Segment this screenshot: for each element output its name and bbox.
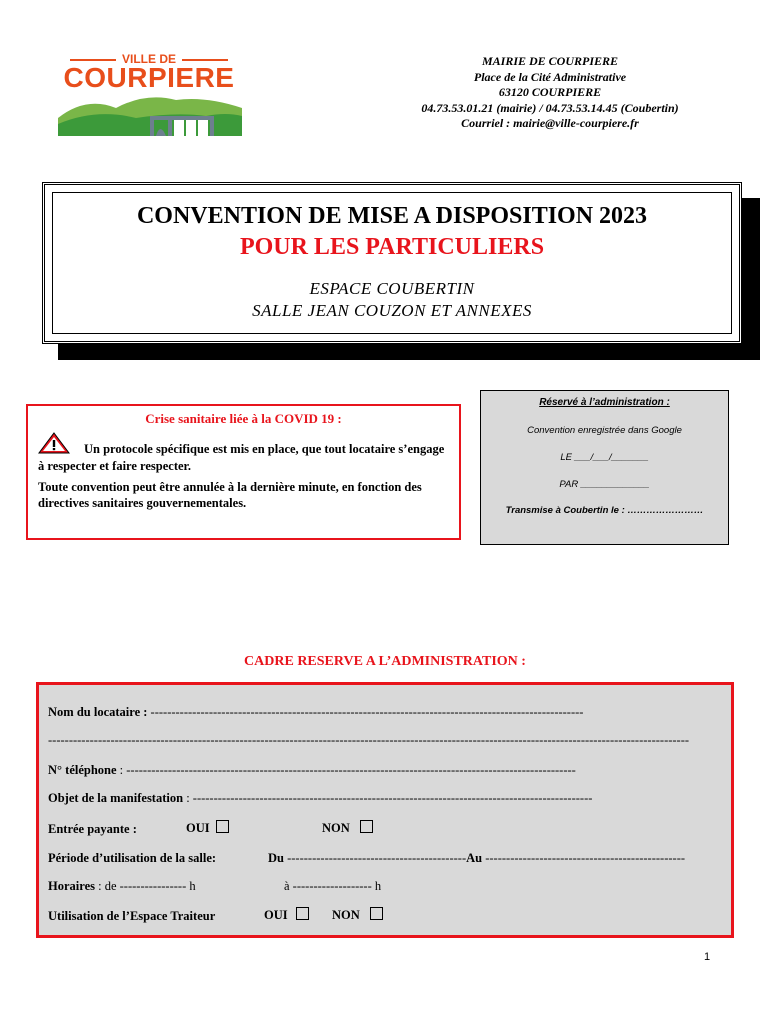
event-label: Objet de la manifestation — [48, 791, 184, 805]
period-label: Période d’utilisation de la salle: — [48, 851, 217, 865]
mairie-address: MAIRIE DE COURPIERE Place de la Cité Administrative 63120 COURPIERE 04.73.53.01.21 (mairie) / 04.73.53.14.45 (Coubertin) Courriel : mairie@ville-courpiere.fr — [421, 54, 679, 130]
catering-no-checkbox[interactable] — [370, 907, 383, 920]
paid-entry-no-label: NON — [322, 821, 350, 835]
admin-reserved-box — [480, 390, 729, 545]
catering-yes-checkbox[interactable] — [296, 907, 309, 920]
covid-notice-protocol: Un protocole spécifique est mis en place, que tout locataire s’engage à respecter et faire respecter. — [38, 442, 445, 473]
period-row — [268, 851, 685, 866]
tenant-name-continuation-field[interactable]: ---------------------------------------------------------------------------------------------------------------------------------------------------------- — [48, 733, 690, 747]
admin-transmission-field: Transmise à Coubertin le : …………………… — [505, 505, 704, 516]
paid-entry-yes — [186, 820, 229, 836]
period-to-field[interactable]: ------------------------------------------------ — [482, 851, 686, 865]
event-row — [48, 791, 592, 806]
admin-form-frame — [36, 682, 734, 938]
period-from-label: Du — [268, 851, 284, 865]
admin-by-field: PAR _____________ — [559, 479, 650, 490]
hours-row — [48, 879, 196, 894]
paid-entry-no-checkbox[interactable] — [360, 820, 373, 833]
catering-no-label: NON — [332, 908, 360, 922]
paid-entry-label: Entrée payante : — [48, 822, 137, 836]
covid-notice-cancellation: Toute convention peut être annulée à la dernière minute, en fonction des directives sanitaires gouvernementales. — [38, 480, 422, 510]
document-subtitle: POUR LES PARTICULIERS — [239, 234, 545, 260]
catering-label: Utilisation de l’Espace Traiteur — [48, 909, 216, 923]
hours-to-field[interactable]: à ------------------- h — [284, 879, 382, 893]
phone-row — [48, 763, 576, 778]
hours-label: Horaires — [48, 879, 95, 893]
paid-entry-yes-checkbox[interactable] — [216, 820, 229, 833]
period-to-label: Au — [466, 851, 483, 865]
catering-yes-label: OUI — [264, 908, 288, 922]
logo-ville-text: VILLE DE — [58, 52, 240, 66]
event-field[interactable]: : ------------------------------------------------------------------------------------------------ — [183, 791, 593, 805]
catering-yes — [264, 907, 309, 923]
paid-entry-yes-label: OUI — [186, 821, 210, 835]
admin-date-field: LE ___/___/_______ — [560, 452, 649, 463]
phone-label: N° téléphone — [48, 763, 117, 777]
tenant-name-row — [48, 705, 583, 720]
logo-name: COURPIERE — [63, 62, 235, 93]
admin-reserved-title: Réservé à l’administration : — [539, 397, 670, 408]
admin-google-registration: Convention enregistrée dans Google — [527, 425, 682, 436]
admin-frame-title: CADRE RESERVE A L’ADMINISTRATION : — [244, 654, 526, 669]
document-title: CONVENTION DE MISE A DISPOSITION 2023 — [136, 203, 648, 229]
hours-from-field[interactable]: : de ---------------- h — [94, 879, 196, 893]
tenant-name-field[interactable]: -------------------------------------------------------------------------------------------------------- — [147, 705, 584, 719]
phone-field[interactable]: : ------------------------------------------------------------------------------------------------------------ — [116, 763, 576, 777]
catering-no — [332, 907, 383, 923]
paid-entry-no — [322, 820, 373, 836]
page-number: 1 — [704, 951, 711, 963]
period-from-field[interactable]: ------------------------------------------- — [283, 851, 467, 865]
venue-name: ESPACE COUBERTIN — [309, 279, 475, 298]
tenant-name-label: Nom du locataire : — [48, 705, 148, 719]
courpiere-logo-icon — [56, 52, 242, 136]
venue-room: SALLE JEAN COUZON ET ANNEXES — [252, 301, 532, 320]
covid-notice-title: Crise sanitaire liée à la COVID 19 : — [145, 411, 342, 426]
